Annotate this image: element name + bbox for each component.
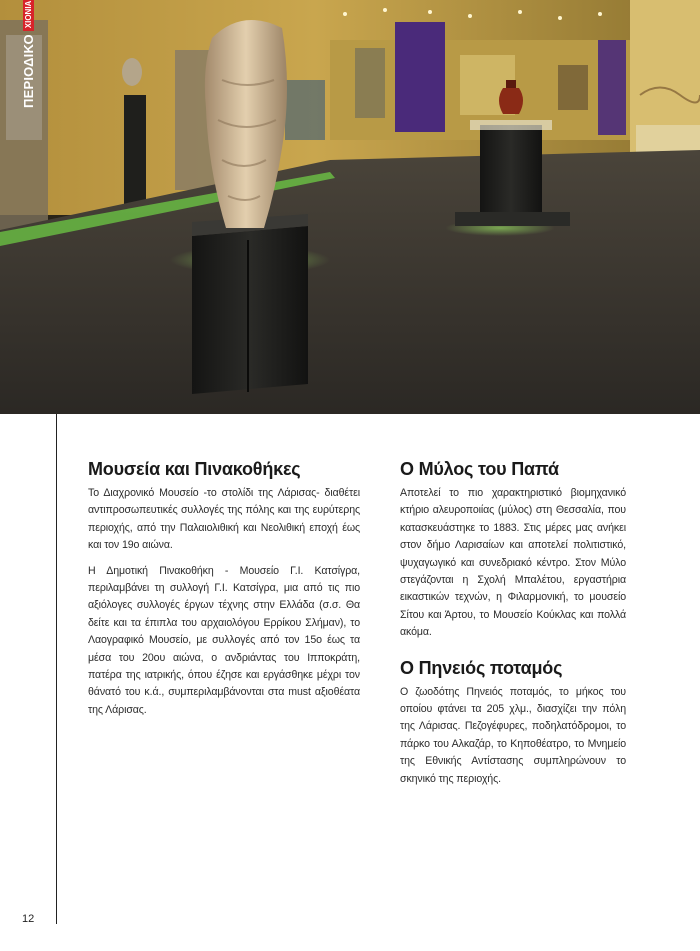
section-title-museums: Μουσεία και Πινακοθήκες: [88, 459, 301, 479]
section-title-pinios-river: Ο Πηνειός ποταμός: [400, 657, 563, 678]
margin-rule: [56, 414, 57, 924]
museum-hall-photo: [0, 0, 700, 414]
vase-plinth: [480, 125, 542, 225]
page-number: 12: [22, 913, 35, 925]
magazine-brand-mark: [14, 0, 42, 108]
statue-plinth: [192, 226, 308, 394]
brand-tag: ΧΙΟΝΙΑ: [23, 0, 34, 31]
section-papa-mill: [400, 457, 626, 642]
left-column: [88, 457, 360, 727]
brand-word: ΠΕΡΙΟΔΙΚΟ: [20, 34, 36, 108]
section-title-papa-mill: Ο Μύλος του Παπά: [400, 459, 559, 479]
exhibit-info-panel: [395, 22, 445, 132]
paragraph-papa-mill: Αποτελεί το πιο χαρακτηριστικό βιομηχανικό κτήριο αλευροποιίας (μύλος) στη Θεσσαλία, που κατασκευάστηκε το 1883. Στις μέρες μας ανήκει στον δήμο Λαρισαίων και αποτελεί πολιτιστικό, ψυχαγωγικό και συνεδριακό κέντρο. Στον Μύλο στεγάζονται η Σχολή Μπαλέτου, εργαστήρια εικαστικών τεχνών, η Φιλαρμονική, το μουσείο Σίτου και Άρτου, το Μουσείο Κούκλας και πολλά ακόμα.: [400, 487, 626, 639]
paragraph-diachronic-museum: Το Διαχρονικό Μουσείο -το στολίδι της Λάρισας- διαθέτει αντιπροσωπευτικές συλλογές της πόλης και της ευρύτερης περιοχής, από την Παλαιολιθική και Νεολιθική εποχή έως και τον 19ο αιώνα.: [88, 487, 360, 552]
section-pinios-river: [400, 656, 626, 788]
museum-hall-illustration: [0, 0, 700, 414]
right-column: [400, 457, 626, 788]
paragraph-municipal-gallery: Η Δημοτική Πινακοθήκη - Μουσείο Γ.Ι. Κατσίγρα, περιλαμβάνει τη συλλογή Γ.Ι. Κατσίγρα, μια από τις πιο αξιόλογες συλλογές έργων τέχνης στην Ελλάδα (σ.σ. Θα δείτε και τα έπιπλα του αρχαιολόγου Ερρίκου Σλήμαν), το Λαογραφικό Μουσείο, με συλλογές από τον 15ο έως τα μέσα του 20ου αιώνα, ο ανδριάντας του Ιπποκράτη, πατέρα της ιατρικής, όπου έζησε και εργάσθηκε μέχρι τον θάνατό του κ.ά., συμπεριλαμβάνονται στα must αξιοθέατα της Λάρισας.: [88, 564, 360, 716]
paragraph-pinios-river: Ο ζωοδότης Πηνειός ποταμός, το μήκος του οποίου φτάνει τα 205 χλμ., διασχίζει την πόλη της Λάρισας. Πεζογέφυρες, ποδηλατόδρομοι, το πάρκο του Αλκαζάρ, το Κηποθέατρο, το Μνημείο της Εθνικής Αντίστασης συμπληρώνουν το σκηνικό της περιοχής.: [400, 685, 626, 785]
amphora-vase: [499, 88, 523, 114]
